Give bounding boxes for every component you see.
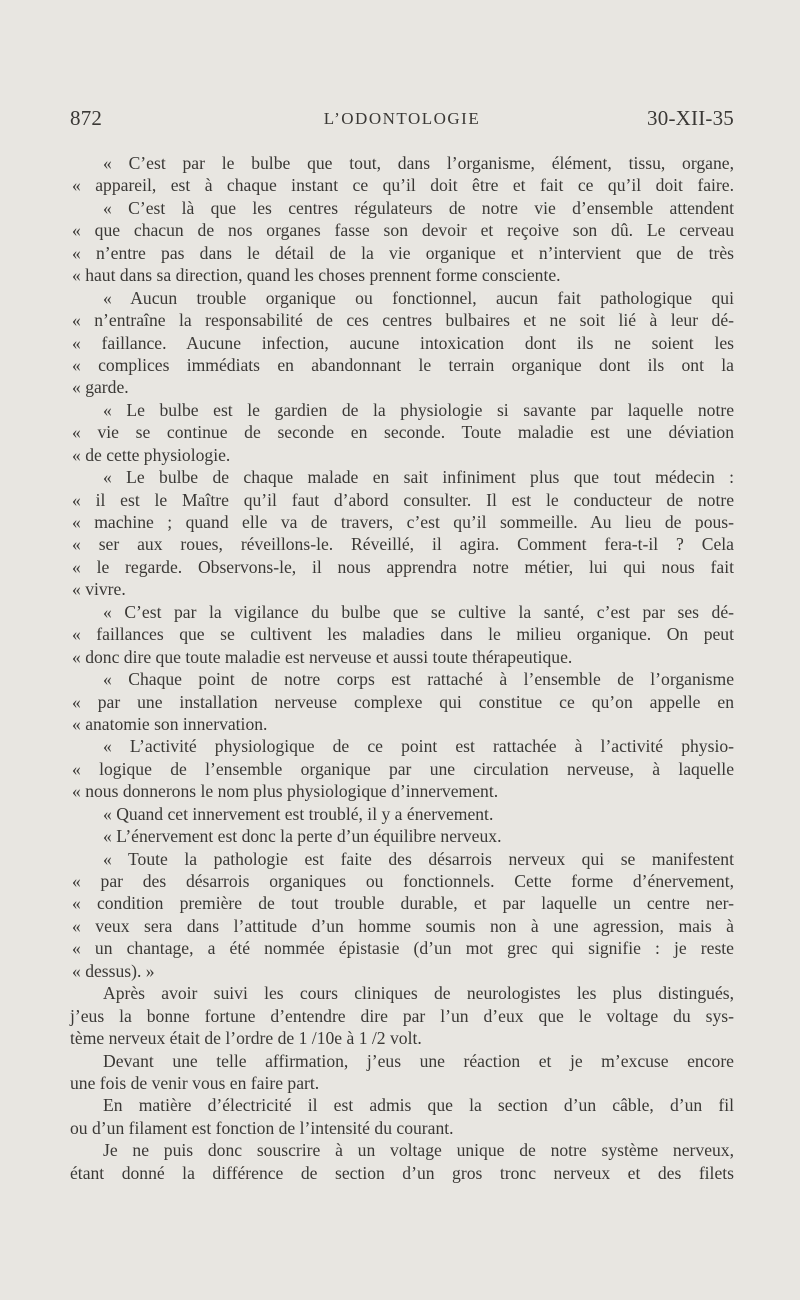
text-line: « Quand cet innervement est troublé, il y a énervement.	[103, 803, 494, 824]
text-line: ou d’un filament est fonction de l’intensité du courant.	[70, 1117, 454, 1138]
text-line: « appareil, est à chaque instant ce qu’il doit être et fait ce qu’il doit faire.	[72, 175, 734, 196]
page-number: 872	[70, 106, 103, 130]
text-line: « L’activité physiologique de ce point est rattachée à l’activité physio-	[103, 736, 734, 757]
text-line: En matière d’électricité il est admis que la section d’un câble, d’un fil	[103, 1095, 734, 1116]
text-line: « par une installation nerveuse complexe qui constitue ce qu’on appelle en	[72, 691, 734, 712]
text-line: « faillance. Aucune infection, aucune intoxication dont ils ne soient les	[72, 332, 734, 353]
text-line: « haut dans sa direction, quand les choses prennent forme consciente.	[72, 265, 561, 286]
text-line: « faillances que se cultivent les maladies dans le milieu organique. On peut	[72, 624, 734, 645]
text-line: Devant une telle affirmation, j’eus une réaction et je m’excuse encore	[103, 1050, 734, 1071]
text-line: « ser aux roues, réveillons-le. Réveillé, il agira. Comment fera-t-il ? Cela	[72, 534, 734, 555]
text-line: « logique de l’ensemble organique par une circulation nerveuse, à laquelle	[72, 758, 734, 779]
text-line: « anatomie son innervation.	[72, 713, 268, 734]
text-line: « vivre.	[72, 579, 126, 600]
text-line: « C’est là que les centres régulateurs de notre vie d’ensemble attendent	[103, 197, 734, 218]
text-line: « vie se continue de seconde en seconde. Toute maladie est une déviation	[72, 422, 734, 443]
journal-title: L’ODONTOLOGIE	[323, 109, 481, 128]
text-line: « garde.	[72, 377, 129, 398]
text-line: tème nerveux était de l’ordre de 1 /10e à 1 /2 volt.	[70, 1028, 422, 1049]
text-line: une fois de venir vous en faire part.	[70, 1072, 320, 1093]
text-line: « que chacun de nos organes fasse son devoir et reçoive son dû. Le cerveau	[72, 220, 734, 241]
text-line: Je ne puis donc souscrire à un voltage unique de notre système nerveux,	[103, 1140, 734, 1161]
text-line: « C’est par la vigilance du bulbe que se cultive la santé, c’est par ses dé-	[103, 601, 734, 622]
text-line: « il est le Maître qu’il faut d’abord consulter. Il est le conducteur de notre	[72, 489, 734, 510]
text-line: Après avoir suivi les cours cliniques de neurologistes les plus distingués,	[103, 983, 734, 1004]
text-line: « par des désarrois organiques ou fonctionnels. Cette forme d’énervement,	[72, 871, 734, 891]
text-line: étant donné la différence de section d’un gros tronc nerveux et des filets	[70, 1162, 734, 1183]
text-line: « machine ; quand elle va de travers, c’est qu’il sommeille. Au lieu de pous-	[72, 512, 734, 532]
text-line: j’eus la bonne fortune d’entendre dire par l’un d’eux que le voltage du sys-	[70, 1005, 734, 1026]
text-line: « Toute la pathologie est faite des désarrois nerveux qui se manifestent	[103, 848, 734, 869]
text-line: « Le bulbe est le gardien de la physiologie si savante par laquelle notre	[103, 399, 734, 420]
text-line: « le regarde. Observons-le, il nous apprendra notre métier, lui qui nous fait	[72, 556, 734, 577]
text-line: « donc dire que toute maladie est nerveuse et aussi toute thérapeutique.	[72, 646, 573, 667]
text-line: « condition première de tout trouble durable, et par laquelle un centre ner-	[72, 893, 734, 914]
text-line: « un chantage, a été nommée épistasie (d’un mot grec qui signifie : je reste	[72, 938, 734, 959]
text-line: « C’est par le bulbe que tout, dans l’organisme, élément, tissu, organe,	[103, 153, 734, 173]
text-line: « nous donnerons le nom plus physiologique d’innervement.	[72, 781, 499, 802]
text-line: « dessus). »	[72, 960, 155, 981]
running-header	[70, 106, 734, 136]
issue-date: 30-XII-35	[647, 106, 734, 130]
text-line: « n’entraîne la responsabilité de ces centres bulbaires et ne soit lié à leur dé-	[72, 310, 734, 331]
text-line: « n’entre pas dans le détail de la vie organique et n’intervient que de très	[72, 242, 734, 263]
text-line: « complices immédiats en abandonnant le terrain organique dont ils ont la	[72, 354, 734, 375]
text-line: « de cette physiologie.	[72, 444, 231, 465]
text-line: « Chaque point de notre corps est rattaché à l’ensemble de l’organisme	[103, 669, 734, 690]
text-line: « veux sera dans l’attitude d’un homme soumis non à une agression, mais à	[72, 915, 734, 936]
body-text	[70, 152, 734, 1184]
text-line: « L’énervement est donc la perte d’un équilibre nerveux.	[103, 826, 502, 847]
text-line: « Le bulbe de chaque malade en sait infiniment plus que tout médecin :	[103, 467, 734, 488]
text-line: « Aucun trouble organique ou fonctionnel, aucun fait pathologique qui	[103, 287, 734, 308]
